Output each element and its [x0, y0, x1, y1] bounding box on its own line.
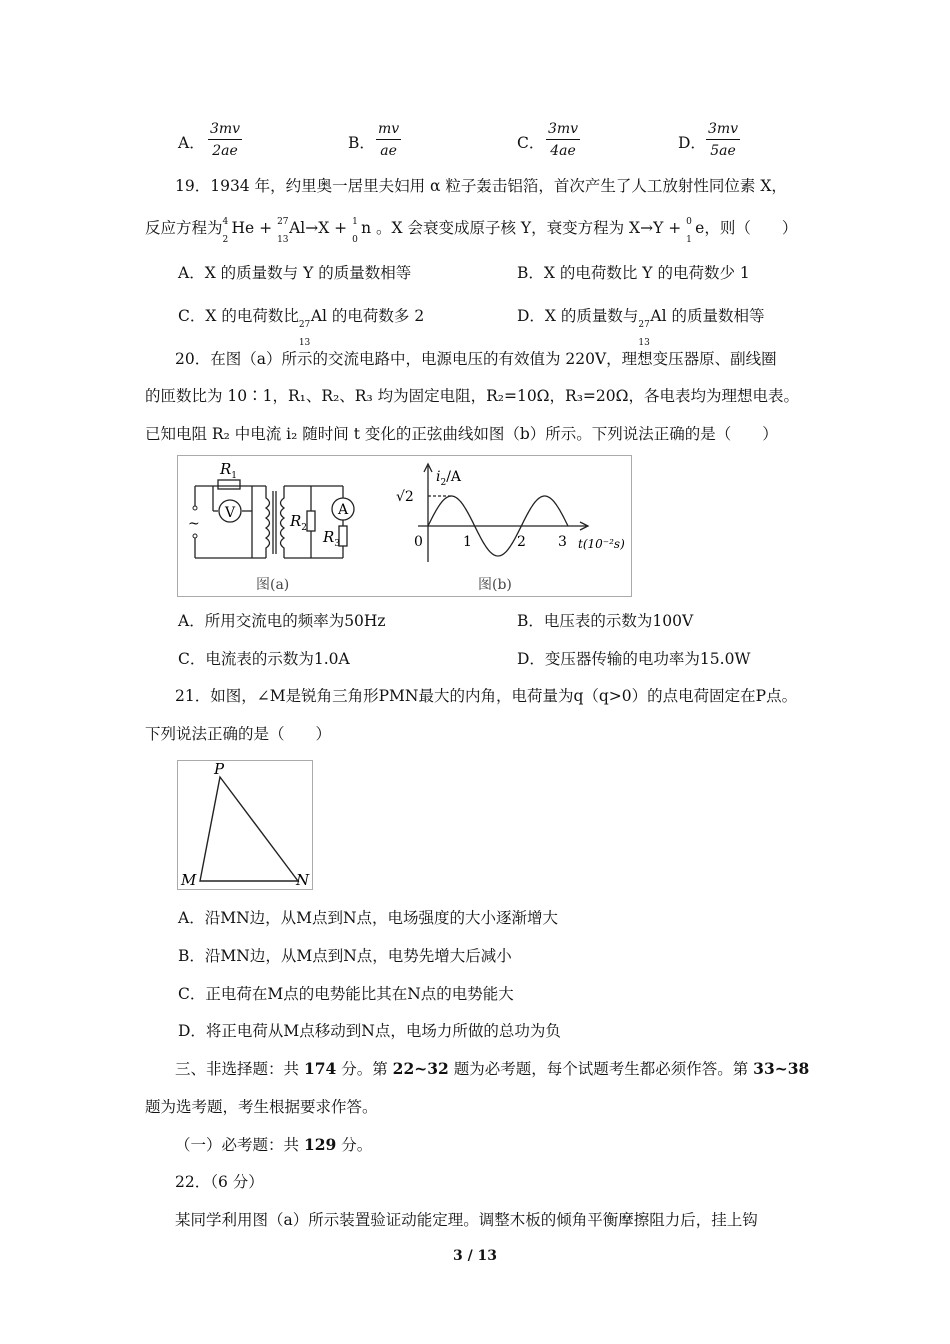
- q18-option-d-letter: D．: [678, 134, 706, 152]
- point-n-label: N: [296, 871, 310, 889]
- q22-heading: 22．（6 分）: [175, 1173, 264, 1191]
- r1-label: $R_1$: [220, 460, 238, 481]
- r3-label: $R_3$: [323, 528, 341, 549]
- q20-option-a: A．所用交流电的频率为50Hz: [178, 612, 386, 630]
- q20-option-b: B．电压表的示数为100V: [517, 612, 694, 630]
- q21-option-d: D．将正电荷从M点移动到N点，电场力所做的总功为负: [178, 1022, 561, 1040]
- x-tick-2: 2: [517, 534, 526, 550]
- section3-line2: 题为选考题，考生根据要求作答。: [145, 1098, 378, 1116]
- x-axis-label: t(10⁻²s): [578, 537, 625, 551]
- fig-b-caption: 图(b): [478, 577, 512, 593]
- point-p-label: P: [214, 761, 225, 778]
- y-tick-sqrt2: √2: [396, 489, 414, 505]
- q22-stem: 某同学利用图（a）所示装置验证动能定理。调整木板的倾角平衡摩擦阻力后，挂上钩: [175, 1211, 758, 1229]
- primary-coil: [266, 486, 270, 558]
- q19-option-d: D．X 的质量数与 27 13 Al 的质量数相等: [517, 307, 765, 348]
- q20-stem-line1: 20．在图（a）所示的交流电路中，电源电压的有效值为 220V，理想变压器原、副线圈: [175, 350, 777, 368]
- q18-option-a-letter: A．: [178, 134, 205, 152]
- q20-stem-line2: 的匝数比为 10∶1，R₁、R₂、R₃ 均为固定电阻，R₂=10Ω，R₃=20Ω，各电表均为理想电表。: [145, 387, 799, 405]
- q21-option-c: C．正电荷在M点的电势能比其在N点的电势能大: [178, 985, 514, 1003]
- q18-option-b-letter: B．: [348, 134, 375, 152]
- r3-resistor: [339, 526, 347, 546]
- q19-stem-line1: 19．1934 年，约里奥一居里夫妇用 α 粒子轰击铝箔，首次产生了人工放射性同位素 X，: [175, 177, 787, 195]
- r1-resistor: [218, 480, 240, 489]
- section3-required: （一）必考题：共 129 分。: [175, 1135, 373, 1154]
- q18-option-b-fraction: $\frac{mv}{ae}$: [378, 121, 400, 159]
- x-tick-1: 1: [463, 534, 472, 550]
- q19-option-b: B．X 的电荷数比 Y 的电荷数少 1: [517, 264, 750, 282]
- point-m-label: M: [181, 871, 197, 889]
- r2-resistor: [307, 511, 315, 531]
- q19-reaction-equation: 反应方程为 4 2 He + 27 13 Al→X + 1 0 n 。X 会衰变成原子核 Y，衰变方程为 X→Y + 0 1 e，则（ ）: [145, 217, 798, 245]
- q18-option-c-letter: C．: [517, 134, 545, 152]
- q20-stem-line3: 已知电阻 R₂ 中电流 i₂ 随时间 t 变化的正弦曲线如图（b）所示。下列说法正确的是（ ）: [145, 425, 778, 443]
- circuit-diagram: [195, 480, 354, 558]
- ac-source-symbol: ~: [188, 516, 200, 532]
- x-tick-0: 0: [414, 534, 423, 550]
- q18-option-c-fraction: $\frac{3mv}{4ae}$: [548, 121, 579, 159]
- q20-option-c: C．电流表的示数为1.0A: [178, 650, 350, 668]
- q19-option-a: A．X 的质量数与 Y 的质量数相等: [178, 264, 412, 282]
- q18-option-d-fraction: $\frac{3mv}{5ae}$: [708, 121, 739, 159]
- q21-option-b: B．沿MN边，从M点到N点，电势先增大后减小: [178, 947, 512, 965]
- q19-option-c: C．X 的电荷数比 27 13 Al 的电荷数多 2: [178, 307, 425, 348]
- q21-triangle-figure: [177, 760, 313, 890]
- ammeter-label: A: [338, 502, 349, 518]
- fig-a-caption: 图(a): [256, 577, 290, 593]
- triangle-pmn: [200, 777, 298, 881]
- q21-option-a: A．沿MN边，从M点到N点，电场强度的大小逐渐增大: [178, 909, 559, 927]
- q21-stem-line1: 21．如图，∠M是锐角三角形PMN最大的内角，电荷量为q（q>0）的点电荷固定在P点。: [175, 687, 798, 705]
- q20-option-d: D．变压器传输的电功率为15.0W: [517, 650, 751, 668]
- q18-option-a-fraction: $\frac{3mv}{2ae}$: [210, 121, 241, 159]
- secondary-coil: [281, 486, 285, 558]
- page-number: 3 / 13: [452, 1248, 498, 1264]
- q20-figure-svg: [178, 456, 631, 596]
- x-tick-3: 3: [558, 534, 567, 550]
- q21-stem-line2: 下列说法正确的是（ ）: [145, 725, 332, 743]
- voltmeter-label: V: [225, 505, 236, 521]
- y-axis-label: $i_2/A$: [436, 469, 462, 488]
- q20-figure: [177, 455, 632, 597]
- section3-heading: 三、非选择题：共 174 分。第 22~32 题为必考题，每个试题考生都必须作答。第 33~38: [175, 1059, 810, 1078]
- r2-label: $R_2$: [290, 512, 308, 533]
